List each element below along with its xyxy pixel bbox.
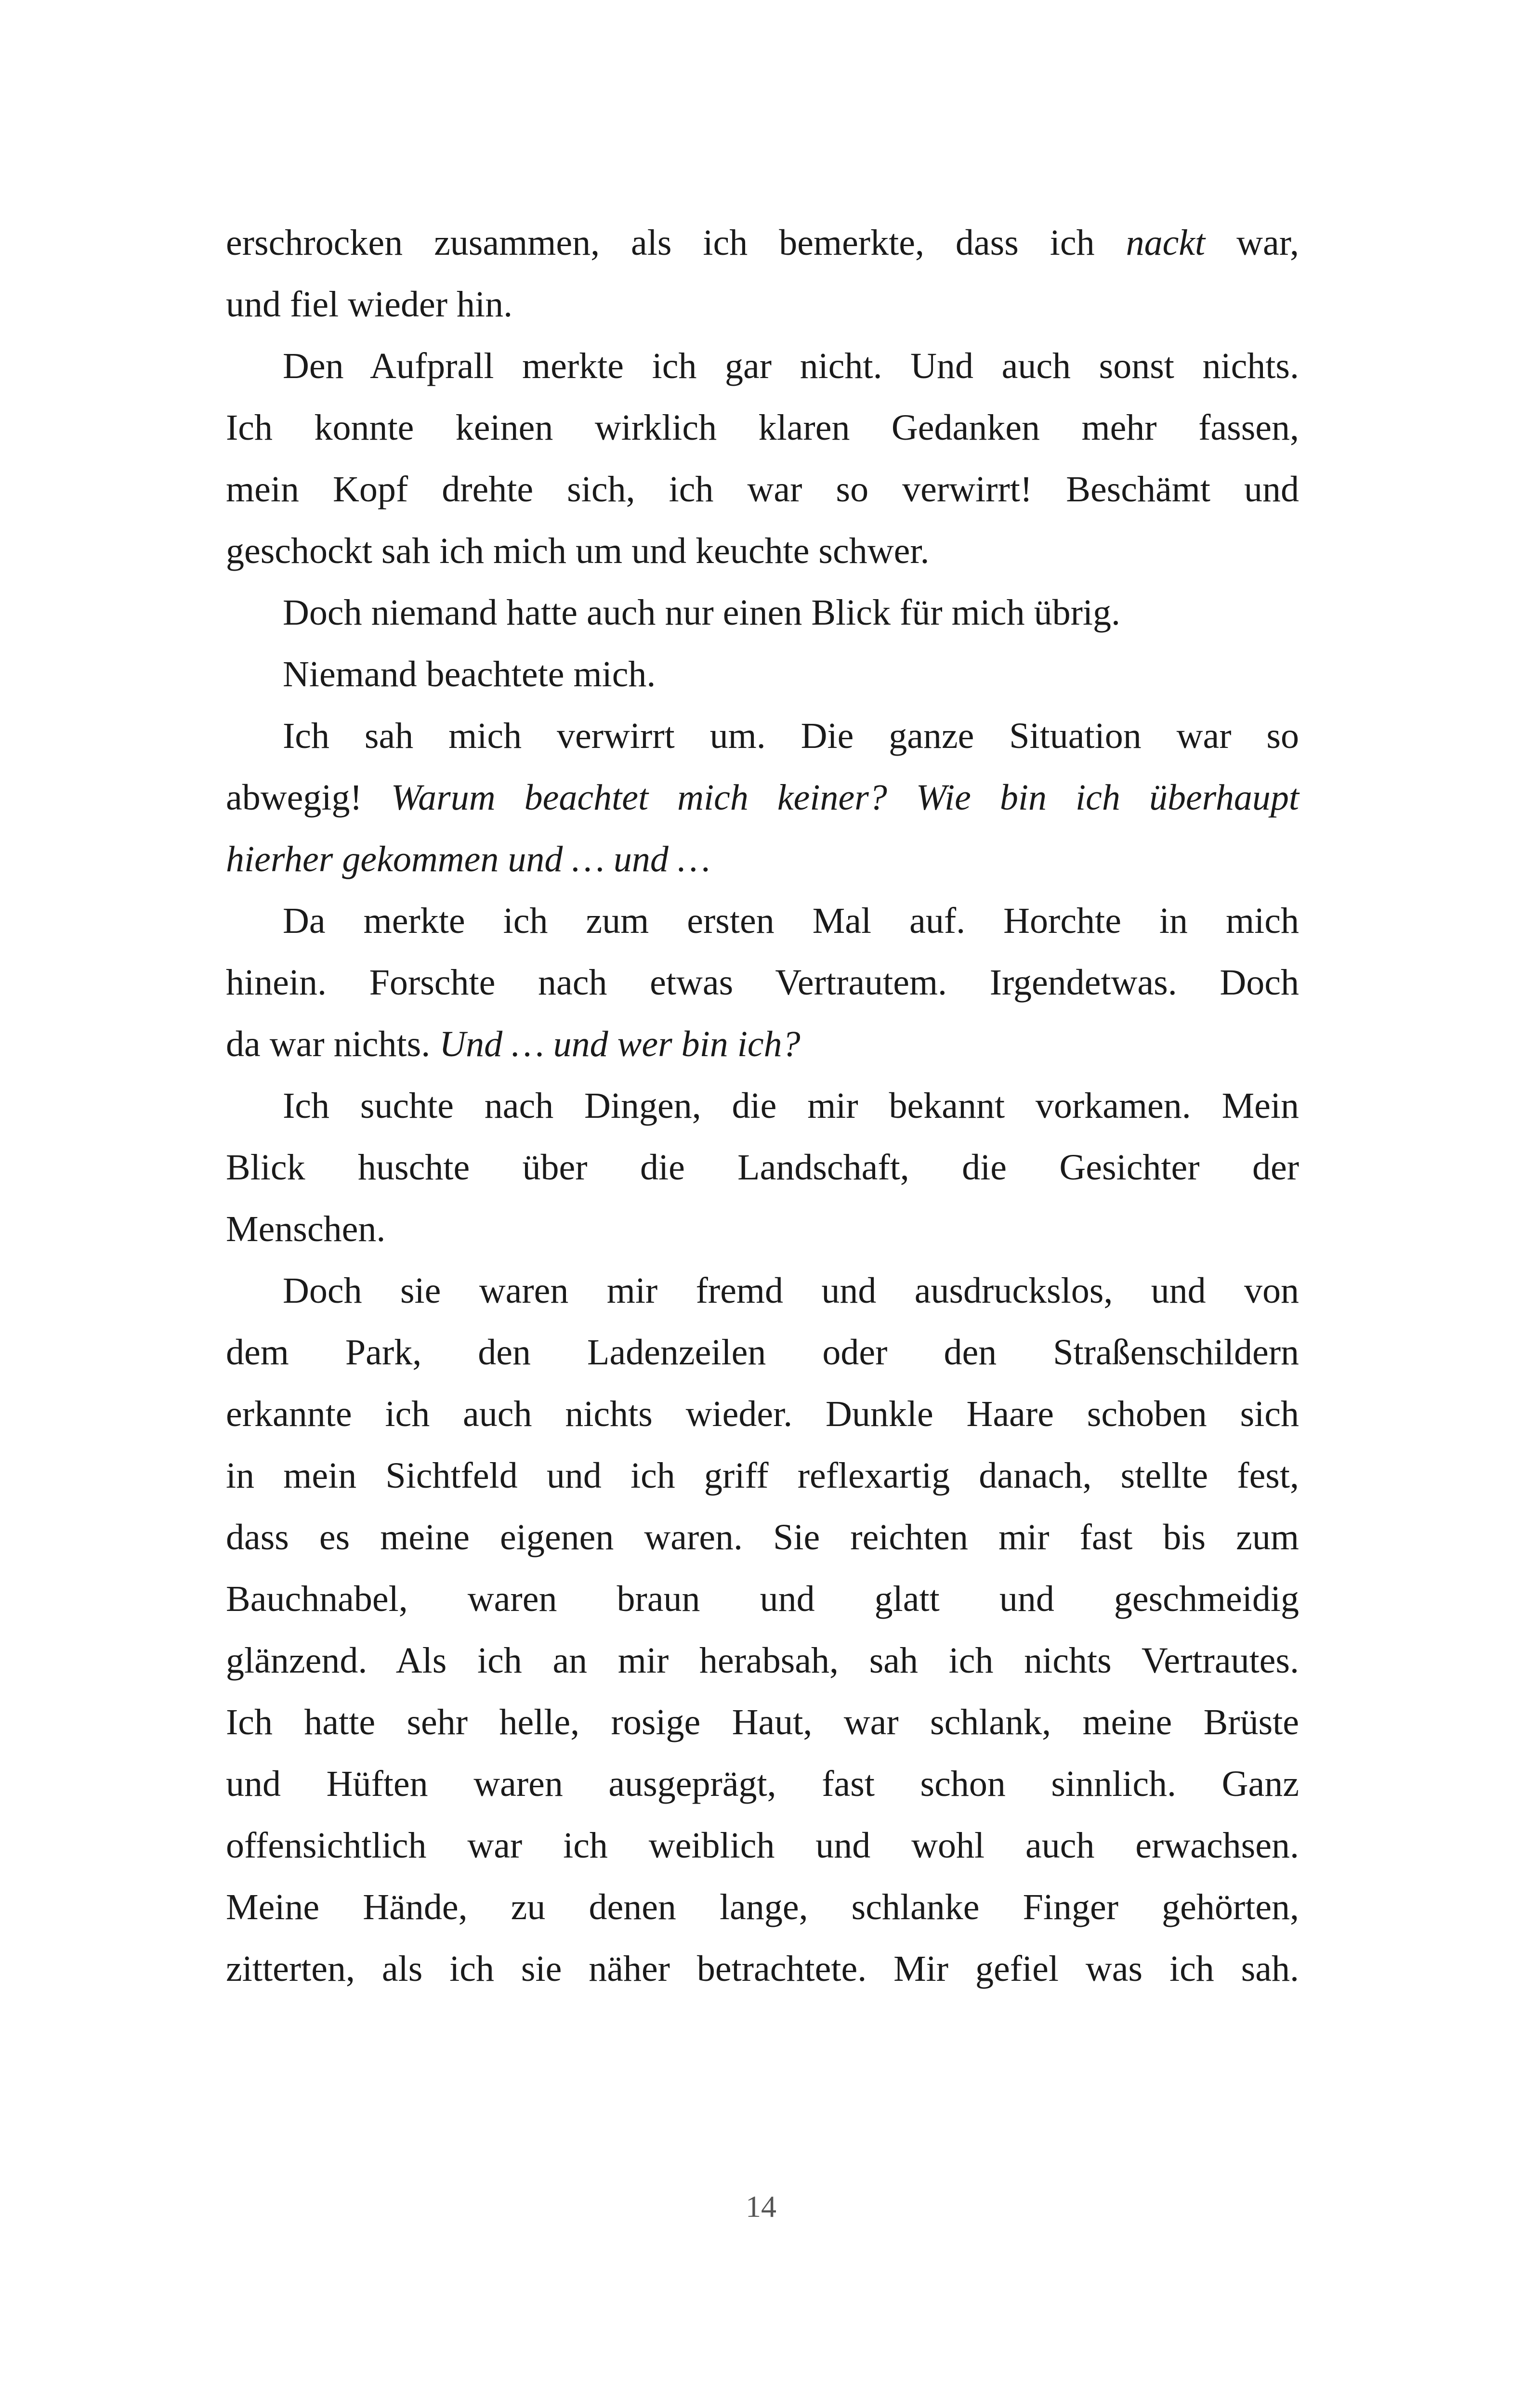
text-line	[226, 1753, 1299, 1815]
text-line	[226, 1137, 1299, 1198]
text-segment: offensichtlich war ich weiblich und wohl auch erwachsen.	[226, 1825, 1299, 1866]
text-segment: mein Kopf drehte sich, ich war so verwirrt! Beschämt und	[226, 469, 1299, 510]
text-segment: erkannte ich auch nichts wieder. Dunkle Haare schoben sich	[226, 1394, 1299, 1434]
paragraph	[226, 705, 1299, 890]
text-line	[226, 1445, 1299, 1506]
text-segment: dass es meine eigenen waren. Sie reichten mir fast bis zum	[226, 1517, 1299, 1557]
text-segment: Doch niemand hatte auch nur einen Blick für mich übrig.	[283, 592, 1121, 633]
italic-text: Warum beachtet mich keiner? Wie bin ich überhaupt	[391, 777, 1299, 818]
text-line	[226, 1876, 1299, 1938]
text-line	[226, 397, 1299, 458]
text-segment: hinein. Forschte nach etwas Vertrautem. Irgendetwas. Doch	[226, 962, 1299, 1003]
text-segment: in mein Sichtfeld und ich griff reflexartig danach, stellte fest,	[226, 1455, 1299, 1496]
text-line	[226, 458, 1299, 520]
text-line	[226, 335, 1299, 397]
text-line	[226, 582, 1299, 643]
text-line	[226, 212, 1299, 274]
paragraph	[226, 335, 1299, 582]
text-segment: Bauchnabel, waren braun und glatt und geschmeidig	[226, 1579, 1299, 1619]
text-line	[226, 1815, 1299, 1876]
text-line	[226, 1383, 1299, 1445]
text-segment: glänzend. Als ich an mir herabsah, sah ich nichts Vertrautes.	[226, 1640, 1299, 1681]
paragraph	[226, 212, 1299, 335]
text-line	[226, 890, 1299, 952]
text-segment: Ich sah mich verwirrt um. Die ganze Situation war so	[283, 716, 1299, 756]
italic-text: hierher gekommen und … und …	[226, 839, 710, 879]
text-line	[226, 1075, 1299, 1137]
text-segment: und Hüften waren ausgeprägt, fast schon sinnlich. Ganz	[226, 1764, 1299, 1804]
paragraph	[226, 582, 1299, 643]
text-segment: und fiel wieder hin.	[226, 284, 513, 325]
text-segment: Da merkte ich zum ersten Mal auf. Horchte in mich	[283, 901, 1299, 941]
text-line	[226, 1938, 1299, 2000]
text-line	[226, 1198, 1299, 1260]
text-line	[226, 274, 1299, 335]
text-segment: war,	[1205, 222, 1299, 263]
page-number: 14	[746, 2189, 776, 2224]
text-line	[226, 520, 1299, 582]
text-segment: da war nichts.	[226, 1024, 440, 1064]
text-segment: Den Aufprall merkte ich gar nicht. Und auch sonst nichts.	[283, 346, 1299, 386]
italic-text: nackt	[1126, 222, 1206, 263]
text-line	[226, 1630, 1299, 1691]
text-segment: abwegig!	[226, 777, 391, 818]
text-segment: geschockt sah ich mich um und keuchte schwer.	[226, 531, 930, 571]
text-segment: Blick huschte über die Landschaft, die Gesichter der	[226, 1147, 1299, 1188]
text-line	[226, 643, 1299, 705]
text-line	[226, 767, 1299, 828]
text-segment: Meine Hände, zu denen lange, schlanke Finger gehörten,	[226, 1887, 1299, 1927]
paragraph	[226, 643, 1299, 705]
text-line	[226, 1260, 1299, 1322]
text-line	[226, 828, 1299, 890]
paragraph	[226, 1075, 1299, 1260]
text-line	[226, 1013, 1299, 1075]
text-segment: Ich konnte keinen wirklich klaren Gedanken mehr fassen,	[226, 407, 1299, 448]
italic-text: Und … und wer bin ich?	[439, 1024, 801, 1064]
text-line	[226, 1568, 1299, 1630]
text-segment: dem Park, den Ladenzeilen oder den Straßenschildern	[226, 1332, 1299, 1373]
text-line	[226, 1691, 1299, 1753]
text-line	[226, 705, 1299, 767]
paragraph	[226, 1260, 1299, 2000]
text-segment: zitterten, als ich sie näher betrachtete. Mir gefiel was ich sah.	[226, 1949, 1299, 1989]
paragraph	[226, 890, 1299, 1075]
text-segment: Doch sie waren mir fremd und ausdruckslos, und von	[283, 1270, 1299, 1311]
text-segment: Menschen.	[226, 1209, 386, 1249]
text-segment: Ich hatte sehr helle, rosige Haut, war schlank, meine Brüste	[226, 1702, 1299, 1742]
text-line	[226, 952, 1299, 1013]
text-segment: erschrocken zusammen, als ich bemerkte, dass ich	[226, 222, 1126, 263]
text-segment: Ich suchte nach Dingen, die mir bekannt vorkamen. Mein	[283, 1086, 1299, 1126]
body-text	[226, 0, 1299, 2000]
text-line	[226, 1322, 1299, 1383]
text-segment: Niemand beachtete mich.	[283, 654, 656, 694]
text-line	[226, 1506, 1299, 1568]
